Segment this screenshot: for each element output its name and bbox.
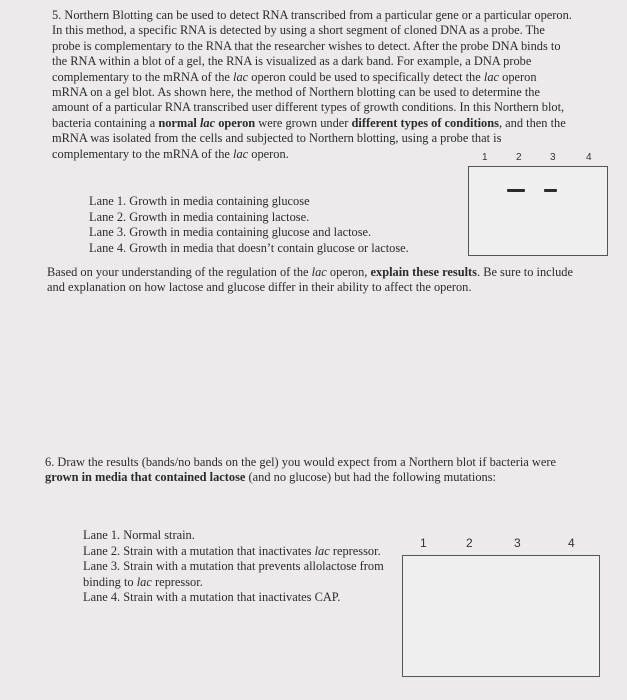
- q5-lane-3: Lane 3. Growth in media containing glucose and lactose.: [89, 225, 372, 240]
- q6-gel-lane-2: 2: [466, 536, 473, 550]
- q6-gel-lane-3: 3: [514, 536, 521, 550]
- q5-gel-lane-2: 2: [516, 152, 522, 163]
- q5-bold-normal: normal: [158, 115, 197, 130]
- q5-gel-lane-3: 3: [550, 152, 556, 163]
- q5-text-5: , and then the mRNA was isolated from the cells and subjected to Northern blotting, using a probe that is complementary to the mRNA of the: [52, 115, 566, 161]
- q6-lane-3-lac: lac: [136, 574, 152, 589]
- q5-bold-operon: operon: [218, 115, 256, 130]
- q5-lane-2: Lane 2. Growth in media containing lactose.: [89, 209, 310, 224]
- lac-italic: lac: [233, 69, 249, 84]
- q6-lane-3-end: repressor.: [154, 574, 203, 589]
- q6-lane-2-end: repressor.: [332, 543, 381, 558]
- question-5-intro: [52, 8, 572, 162]
- q5-lane-1: Lane 1. Growth in media containing glucose: [89, 194, 310, 208]
- q5-gel-lane-1: 1: [482, 152, 488, 163]
- q5-gel-box: [468, 166, 608, 256]
- q5-lane-list: [89, 194, 449, 256]
- q6-lane-2: [83, 544, 393, 560]
- q6-gel-box[interactable]: [402, 555, 600, 677]
- q5-question-text-1: Based on your understanding of the regulation of the: [47, 265, 309, 279]
- q6-lane-1: Lane 1. Normal strain.: [83, 528, 195, 542]
- q6-lane-3-text: Lane 3. Strain with a mutation that prevents allolactose from binding to: [83, 559, 384, 589]
- question-6-intro: [45, 455, 565, 486]
- q6-text-1: Draw the results (bands/no bands on the gel) you would expect from a Northern blot if bacteria were: [57, 455, 556, 469]
- question-5-number: 5.: [52, 8, 62, 22]
- q6-gel-lane-4: 4: [568, 536, 575, 550]
- q6-lane-list: [83, 528, 393, 606]
- q5-gel-band-lane-3: [544, 189, 557, 192]
- q5-gel-band-lane-2: [507, 189, 525, 192]
- lac-italic: lac: [483, 69, 500, 84]
- question-6-number: 6.: [45, 455, 55, 469]
- q5-question-text-2: operon,: [329, 265, 368, 279]
- q5-gel-lane-4: 4: [586, 152, 592, 163]
- q5-text-1: Northern Blotting can be used to detect RNA transcribed from a particular gene or a particular operon. In this method, a specific RNA is detected by using a short segment of cloned DNA as a probe. The probe is complementary to the RNA that the researcher wishes to detect. After the probe DNA binds to the RNA within a blot of a gel, the RNA is visualized as a dark band. For example, a DNA probe complementary to the mRNA of the: [52, 8, 572, 84]
- q5-question-text-3: . Be sure to include and explanation on how lactose and glucose differ in their ability to affect the operon.: [47, 265, 574, 295]
- q5-text-6: operon.: [251, 146, 289, 161]
- q5-lane-4: Lane 4. Growth in media that doesn’t contain glucose or lactose.: [89, 240, 409, 255]
- q6-lane-2-text: Lane 2. Strain with a mutation that inactivates: [83, 543, 312, 558]
- q5-text-4: were grown under: [258, 115, 349, 130]
- lac-italic: lac: [233, 146, 249, 161]
- q5-text-3: operon mRNA on a gel blot. As shown here, the method of Northern blotting can be used to determine the amount of a particular RNA transcribed user different types of growth conditions. In this Northern blot, bacteria containing a: [52, 69, 565, 130]
- q5-bold-conditions: different types of conditions: [351, 115, 499, 130]
- q6-lane-4: Lane 4. Strain with a mutation that inactivates CAP.: [83, 590, 341, 605]
- q6-text-2: (and no glucose) but had the following mutations:: [248, 470, 496, 485]
- q6-gel-lane-1: 1: [420, 536, 427, 550]
- q5-bold-lac: lac: [199, 115, 216, 130]
- q6-lane-2-lac: lac: [314, 543, 330, 558]
- q5-question-bold: explain these results: [370, 265, 477, 279]
- q6-bold: grown in media that contained lactose: [45, 470, 246, 485]
- q5-question-lac: lac: [311, 265, 327, 279]
- q5-question: [47, 265, 587, 296]
- q6-lane-3: [83, 559, 393, 590]
- q5-text-2: operon could be used to specifically detect the: [251, 69, 481, 84]
